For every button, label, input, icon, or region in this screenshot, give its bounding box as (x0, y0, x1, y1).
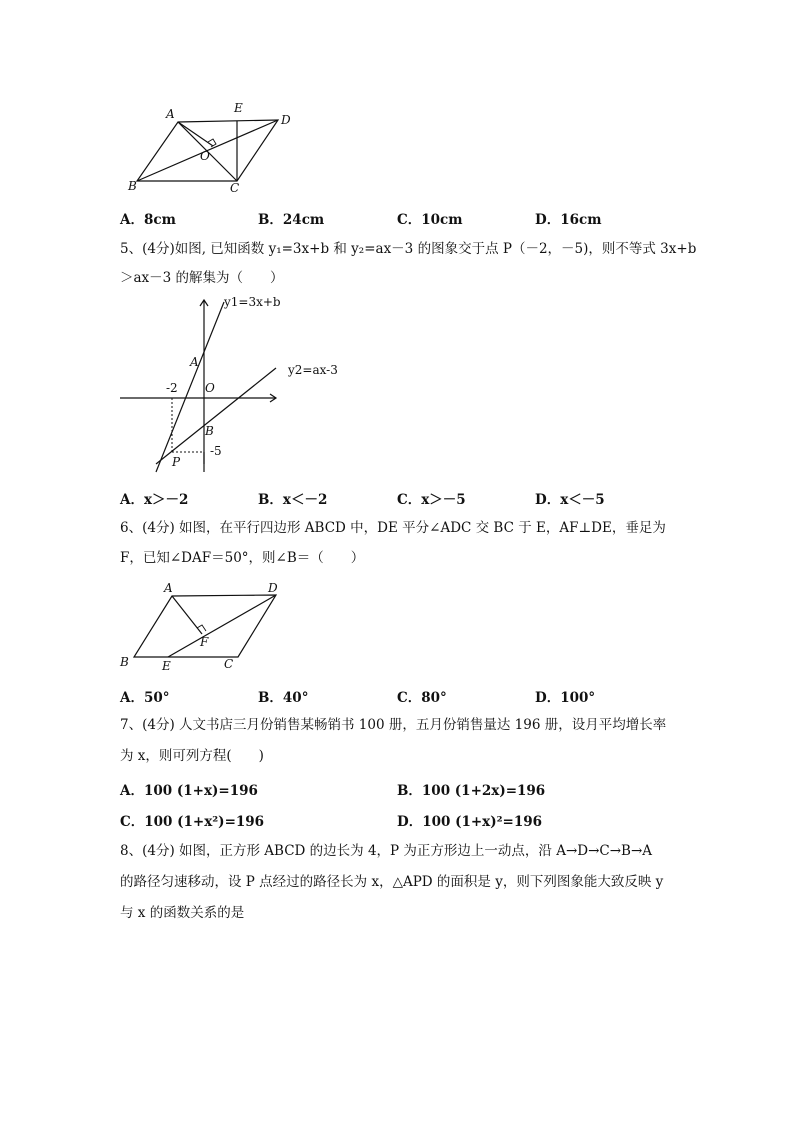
label-f: F (200, 635, 209, 649)
label-neg5: -5 (210, 444, 222, 458)
segment-af (172, 596, 202, 634)
q5-stem-line1: 5、(4分)如图, 已知函数 y₁=3x+b 和 y₂=ax－3 的图象交于点 P（－2，－5)，则不等式 3x+b (120, 241, 697, 257)
label-a: A (190, 355, 199, 369)
figure-q5-linear-functions (116, 292, 346, 476)
q7-stem-line2: 为 x，则可列方程( ) (120, 748, 264, 764)
segment-de (168, 595, 276, 657)
segment-ao (178, 122, 213, 146)
figure-parallelogram-abcd-diagonals (120, 96, 310, 196)
q8-stem-line2: 的路径匀速移动，设 P 点经过的路径长为 x，△APD 的面积是 y，则下列图象能大致反映 y (120, 874, 664, 890)
q8-stem-line3: 与 x 的函数关系的是 (120, 905, 245, 921)
label-c: C (224, 657, 234, 671)
q7-option-c: C．100 (1+x²)=196 (120, 814, 265, 830)
q5-stem-line2: ＞ax－3 的解集为（ ） (120, 270, 284, 286)
q6-stem-line1: 6、(4分) 如图，在平行四边形 ABCD 中，DE 平分∠ADC 交 BC 于 E，AF⊥DE，垂足为 (120, 520, 666, 536)
label-o: O (205, 381, 215, 395)
figure-q6-parallelogram (116, 578, 296, 674)
label-d: D (268, 581, 278, 595)
q7-stem-line1: 7、(4分) 人文书店三月份销售某畅销书 100 册，五月份销售量达 196 册，设月平均增长率 (120, 717, 667, 733)
q6-option-c: C．80° (397, 690, 447, 706)
q6-option-a: A．50° (120, 690, 170, 706)
label-e: E (162, 659, 171, 673)
q4-option-d: D．16cm (535, 212, 602, 228)
label-p: P (172, 455, 181, 469)
q7-option-b: B．100 (1+2x)=196 (397, 783, 546, 799)
q5-option-b: B．x＜－2 (258, 492, 328, 508)
label-c: C (230, 181, 240, 195)
label-o: O (200, 149, 210, 163)
label-neg2: -2 (166, 381, 178, 395)
label-b: B (128, 179, 137, 193)
label-e: E (234, 101, 243, 115)
q6-stem-line2: F，已知∠DAF＝50°，则∠B＝（ ） (120, 550, 365, 566)
q6-option-d: D．100° (535, 690, 596, 706)
q8-stem-line1: 8、(4分) 如图，正方形 ABCD 的边长为 4，P 为正方形边上一动点，沿 A→D→C→B→A (120, 843, 653, 859)
q7-option-d: D．100 (1+x)²=196 (397, 814, 543, 830)
label-y2-equation: y2=ax-3 (288, 363, 338, 377)
label-b: B (120, 655, 129, 669)
label-b: B (205, 424, 214, 438)
q4-option-a: A．8cm (120, 212, 176, 228)
label-a: A (164, 581, 173, 595)
label-a: A (166, 107, 175, 121)
q7-option-a: A．100 (1+x)=196 (120, 783, 258, 799)
q4-option-b: B．24cm (258, 212, 325, 228)
q5-option-d: D．x＜－5 (535, 492, 605, 508)
label-d: D (281, 113, 291, 127)
q4-option-c: C．10cm (397, 212, 463, 228)
label-y1-equation: y1=3x+b (224, 295, 281, 309)
q5-option-a: A．x＞－2 (120, 492, 189, 508)
q5-option-c: C．x＞－5 (397, 492, 466, 508)
q6-option-b: B．40° (258, 690, 309, 706)
